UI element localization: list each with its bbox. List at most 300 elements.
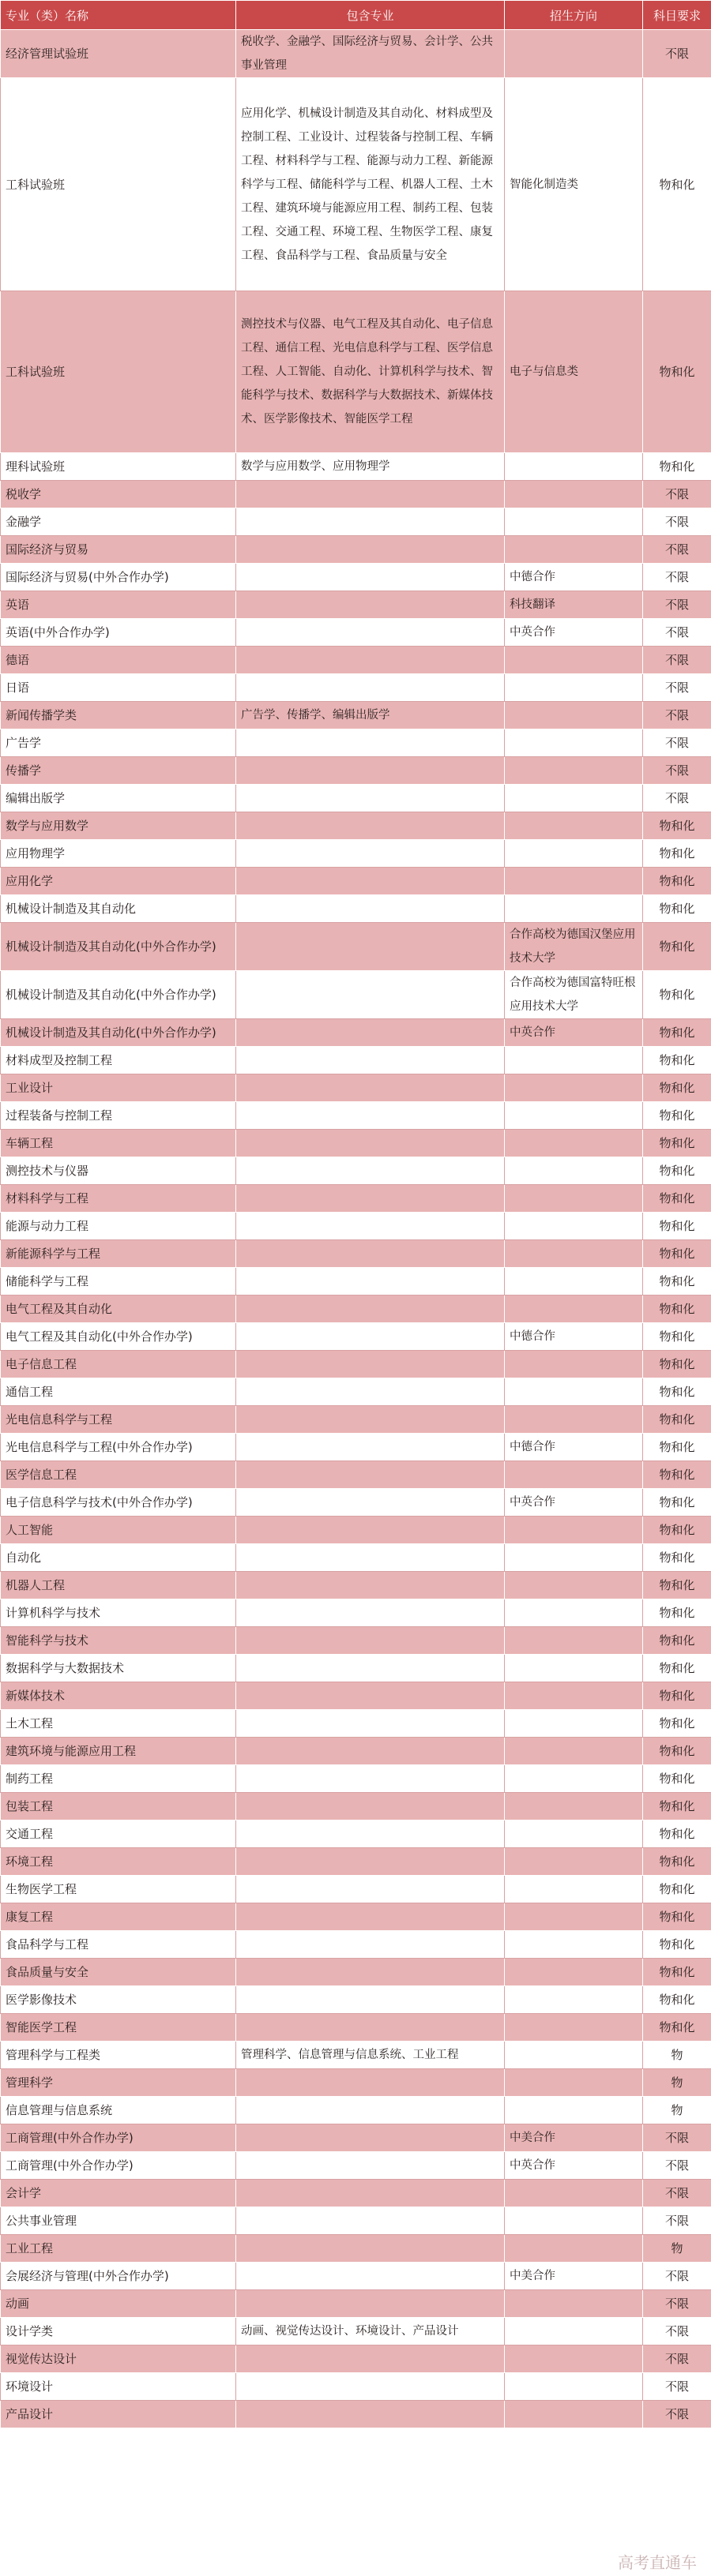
- included-cell: [236, 591, 505, 619]
- included-cell: 动画、视觉传达设计、环境设计、产品设计: [236, 2318, 505, 2345]
- included-cell: [236, 1876, 505, 1903]
- requirement-cell: 不限: [643, 2345, 711, 2373]
- included-cell: 管理科学、信息管理与信息系统、工业工程: [236, 2042, 505, 2069]
- requirement-cell: 物和化: [643, 1240, 711, 1268]
- table-row: [1, 1240, 711, 1268]
- table-row: [1, 1572, 711, 1599]
- major-cell: 食品科学与工程: [1, 1931, 236, 1959]
- major-cell: 生物医学工程: [1, 1876, 236, 1903]
- table-row: [1, 2235, 711, 2263]
- major-cell: 工商管理(中外合作办学): [1, 2124, 236, 2152]
- included-cell: [236, 1710, 505, 1738]
- major-cell: 材料成型及控制工程: [1, 1047, 236, 1074]
- major-cell: 电气工程及其自动化(中外合作办学): [1, 1323, 236, 1351]
- major-cell: 数据科学与大数据技术: [1, 1655, 236, 1682]
- table-row: [1, 1765, 711, 1793]
- requirement-cell: 物和化: [643, 1627, 711, 1655]
- table-row: [1, 1489, 711, 1517]
- table-row: [1, 895, 711, 923]
- major-cell: 金融学: [1, 508, 236, 536]
- direction-cell: [505, 2290, 643, 2318]
- requirement-cell: 不限: [643, 785, 711, 812]
- requirement-cell: 物和化: [643, 78, 711, 291]
- direction-cell: [505, 1268, 643, 1295]
- major-cell: 新媒体技术: [1, 1682, 236, 1710]
- requirement-cell: 物: [643, 2235, 711, 2263]
- major-cell: 数学与应用数学: [1, 812, 236, 840]
- requirement-cell: 物和化: [643, 1351, 711, 1378]
- major-cell: 环境工程: [1, 1848, 236, 1876]
- included-cell: 税收学、金融学、国际经济与贸易、会计学、公共事业管理: [236, 30, 505, 78]
- major-cell: 机械设计制造及其自动化(中外合作办学): [1, 923, 236, 971]
- direction-cell: [505, 2373, 643, 2401]
- requirement-cell: 物和化: [643, 1323, 711, 1351]
- included-cell: [236, 1931, 505, 1959]
- included-cell: [236, 812, 505, 840]
- included-cell: [236, 868, 505, 895]
- direction-cell: 中美合作: [505, 2124, 643, 2152]
- table-row: [1, 453, 711, 481]
- direction-cell: [505, 1240, 643, 1268]
- direction-cell: [505, 2318, 643, 2345]
- table-row: [1, 1544, 711, 1572]
- included-cell: [236, 2345, 505, 2373]
- direction-cell: [505, 868, 643, 895]
- direction-cell: [505, 1876, 643, 1903]
- direction-cell: [505, 508, 643, 536]
- major-cell: 产品设计: [1, 2401, 236, 2428]
- major-cell: 医学信息工程: [1, 1461, 236, 1489]
- requirement-cell: 物和化: [643, 1738, 711, 1765]
- requirement-cell: 物: [643, 2097, 711, 2124]
- table-row: [1, 2042, 711, 2069]
- major-cell: 应用物理学: [1, 840, 236, 868]
- requirement-cell: 物和化: [643, 1655, 711, 1682]
- included-cell: [236, 2290, 505, 2318]
- table-row: [1, 2318, 711, 2345]
- major-cell: 自动化: [1, 1544, 236, 1572]
- table-row: [1, 1986, 711, 2014]
- major-cell: 英语: [1, 591, 236, 619]
- included-cell: 数学与应用数学、应用物理学: [236, 453, 505, 481]
- requirement-cell: 不限: [643, 2124, 711, 2152]
- requirement-cell: 不限: [643, 591, 711, 619]
- requirement-cell: 物和化: [643, 840, 711, 868]
- table-row: [1, 1130, 711, 1157]
- table-row: [1, 1848, 711, 1876]
- direction-cell: 智能化制造类: [505, 78, 643, 291]
- major-cell: 工商管理(中外合作办学): [1, 2152, 236, 2180]
- direction-cell: [505, 1627, 643, 1655]
- major-cell: 智能科学与技术: [1, 1627, 236, 1655]
- requirement-cell: 物和化: [643, 1820, 711, 1848]
- direction-cell: [505, 1710, 643, 1738]
- direction-cell: 科技翻译: [505, 591, 643, 619]
- requirement-cell: 物和化: [643, 1682, 711, 1710]
- direction-cell: [505, 840, 643, 868]
- table-row: [1, 1876, 711, 1903]
- included-cell: 测控技术与仪器、电气工程及其自动化、电子信息工程、通信工程、光电信息科学与工程、医学信息工程、人工智能、自动化、计算机科学与技术、智能科学与技术、数据科学与大数据技术、新媒体技术、医学影像技术、智能医学工程: [236, 291, 505, 453]
- major-cell: 机器人工程: [1, 1572, 236, 1599]
- table-row: [1, 78, 711, 291]
- major-cell: 经济管理试验班: [1, 30, 236, 78]
- included-cell: [236, 647, 505, 674]
- requirement-cell: 物和化: [643, 1517, 711, 1544]
- direction-cell: [505, 2401, 643, 2428]
- table-row: [1, 1268, 711, 1295]
- direction-cell: [505, 2069, 643, 2097]
- direction-cell: 合作高校为德国富特旺根应用技术大学: [505, 971, 643, 1019]
- included-cell: 应用化学、机械设计制造及其自动化、材料成型及控制工程、工业设计、过程装备与控制工程、车辆工程、材料科学与工程、能源与动力工程、新能源科学与工程、储能科学与工程、机器人工程、土木工程、建筑环境与能源应用工程、制药工程、包装工程、交通工程、环境工程、生物医学工程、康复工程、食品科学与工程、食品质量与安全: [236, 78, 505, 291]
- requirement-cell: 物和化: [643, 1461, 711, 1489]
- direction-cell: [505, 1406, 643, 1434]
- requirement-cell: 物和化: [643, 1434, 711, 1461]
- direction-cell: 中英合作: [505, 2152, 643, 2180]
- table-row: [1, 1378, 711, 1406]
- table-row: [1, 1517, 711, 1544]
- included-cell: [236, 729, 505, 757]
- table-row: [1, 2207, 711, 2235]
- included-cell: [236, 2152, 505, 2180]
- direction-cell: [505, 785, 643, 812]
- requirement-cell: 物和化: [643, 1047, 711, 1074]
- requirement-cell: 不限: [643, 508, 711, 536]
- major-cell: 过程装备与控制工程: [1, 1102, 236, 1130]
- included-cell: [236, 2069, 505, 2097]
- requirement-cell: 物: [643, 2069, 711, 2097]
- requirement-cell: 不限: [643, 564, 711, 591]
- table-row: [1, 757, 711, 785]
- requirement-cell: 物和化: [643, 1102, 711, 1130]
- included-cell: [236, 1599, 505, 1627]
- included-cell: [236, 2263, 505, 2290]
- major-cell: 制药工程: [1, 1765, 236, 1793]
- requirement-cell: 物和化: [643, 971, 711, 1019]
- table-row: [1, 971, 711, 1019]
- requirement-cell: 物和化: [643, 1793, 711, 1820]
- direction-cell: [505, 1157, 643, 1185]
- table-row: [1, 536, 711, 564]
- direction-cell: [505, 1378, 643, 1406]
- major-cell: 编辑出版学: [1, 785, 236, 812]
- direction-cell: [505, 1931, 643, 1959]
- table-row: [1, 2290, 711, 2318]
- direction-cell: [505, 1517, 643, 1544]
- major-cell: 储能科学与工程: [1, 1268, 236, 1295]
- major-cell: 会展经济与管理(中外合作办学): [1, 2263, 236, 2290]
- table-row: [1, 1627, 711, 1655]
- header-major: 专业（类）名称: [1, 1, 236, 30]
- direction-cell: 电子与信息类: [505, 291, 643, 453]
- table-row: [1, 1959, 711, 1986]
- included-cell: [236, 1489, 505, 1517]
- requirement-cell: 不限: [643, 2373, 711, 2401]
- direction-cell: [505, 2014, 643, 2042]
- included-cell: [236, 1765, 505, 1793]
- included-cell: [236, 1848, 505, 1876]
- requirement-cell: 不限: [643, 30, 711, 78]
- direction-cell: [505, 2345, 643, 2373]
- major-cell: 管理科学: [1, 2069, 236, 2097]
- table-row: [1, 868, 711, 895]
- table-row: [1, 2401, 711, 2428]
- direction-cell: [505, 1820, 643, 1848]
- table-row: [1, 1599, 711, 1627]
- direction-cell: [505, 1572, 643, 1599]
- table-row: [1, 1213, 711, 1240]
- direction-cell: [505, 1599, 643, 1627]
- included-cell: [236, 2097, 505, 2124]
- included-cell: [236, 1517, 505, 1544]
- major-cell: 公共事业管理: [1, 2207, 236, 2235]
- major-cell: 机械设计制造及其自动化: [1, 895, 236, 923]
- direction-cell: [505, 1986, 643, 2014]
- table-row: [1, 2345, 711, 2373]
- major-cell: 应用化学: [1, 868, 236, 895]
- requirement-cell: 物和化: [643, 1295, 711, 1323]
- direction-cell: 中德合作: [505, 1434, 643, 1461]
- header-row: [1, 1, 711, 30]
- included-cell: [236, 1323, 505, 1351]
- table-row: [1, 1682, 711, 1710]
- included-cell: [236, 508, 505, 536]
- requirement-cell: 物和化: [643, 1931, 711, 1959]
- requirement-cell: 物和化: [643, 2014, 711, 2042]
- table-row: [1, 2069, 711, 2097]
- included-cell: [236, 1047, 505, 1074]
- direction-cell: [505, 729, 643, 757]
- requirement-cell: 物和化: [643, 1185, 711, 1213]
- direction-cell: [505, 895, 643, 923]
- header-requirement: 科目要求: [643, 1, 711, 30]
- table-row: [1, 729, 711, 757]
- requirement-cell: 物和化: [643, 1710, 711, 1738]
- direction-cell: [505, 1461, 643, 1489]
- major-cell: 电子信息工程: [1, 1351, 236, 1378]
- major-cell: 传播学: [1, 757, 236, 785]
- included-cell: [236, 536, 505, 564]
- direction-cell: [505, 757, 643, 785]
- included-cell: [236, 2401, 505, 2428]
- requirement-cell: 不限: [643, 729, 711, 757]
- table-row: [1, 1185, 711, 1213]
- table-row: [1, 1074, 711, 1102]
- requirement-cell: 物和化: [643, 1157, 711, 1185]
- major-cell: 人工智能: [1, 1517, 236, 1544]
- watermark: 高考直通车: [618, 2553, 697, 2572]
- table-row: [1, 1793, 711, 1820]
- major-cell: 康复工程: [1, 1903, 236, 1931]
- included-cell: [236, 1102, 505, 1130]
- header-included: 包含专业: [236, 1, 505, 30]
- included-cell: [236, 1378, 505, 1406]
- requirement-cell: 物和化: [643, 1544, 711, 1572]
- requirement-cell: 物和化: [643, 1986, 711, 2014]
- requirement-cell: 物和化: [643, 895, 711, 923]
- included-cell: [236, 1461, 505, 1489]
- major-cell: 电气工程及其自动化: [1, 1295, 236, 1323]
- direction-cell: 合作高校为德国汉堡应用技术大学: [505, 923, 643, 971]
- table-row: [1, 1102, 711, 1130]
- requirement-cell: 物和化: [643, 1213, 711, 1240]
- major-cell: 计算机科学与技术: [1, 1599, 236, 1627]
- included-cell: [236, 1793, 505, 1820]
- requirement-cell: 物和化: [643, 1268, 711, 1295]
- direction-cell: [505, 2180, 643, 2207]
- included-cell: [236, 1295, 505, 1323]
- direction-cell: [505, 1213, 643, 1240]
- direction-cell: [505, 1185, 643, 1213]
- requirement-cell: 不限: [643, 674, 711, 702]
- requirement-cell: 物和化: [643, 1406, 711, 1434]
- included-cell: [236, 785, 505, 812]
- direction-cell: [505, 1765, 643, 1793]
- table-row: [1, 1406, 711, 1434]
- included-cell: [236, 1572, 505, 1599]
- direction-cell: [505, 30, 643, 78]
- requirement-cell: 物: [643, 2042, 711, 2069]
- major-cell: 交通工程: [1, 1820, 236, 1848]
- table-row: [1, 2152, 711, 2180]
- direction-cell: 中英合作: [505, 1489, 643, 1517]
- table-row: [1, 1931, 711, 1959]
- included-cell: [236, 1903, 505, 1931]
- included-cell: [236, 1268, 505, 1295]
- table-row: [1, 1047, 711, 1074]
- requirement-cell: 不限: [643, 2207, 711, 2235]
- table-row: [1, 1738, 711, 1765]
- requirement-cell: 物和化: [643, 1074, 711, 1102]
- requirement-cell: 物和化: [643, 1959, 711, 1986]
- included-cell: [236, 971, 505, 1019]
- major-cell: 智能医学工程: [1, 2014, 236, 2042]
- table-row: [1, 674, 711, 702]
- requirement-cell: 不限: [643, 2263, 711, 2290]
- major-cell: 税收学: [1, 481, 236, 508]
- table-row: [1, 1351, 711, 1378]
- major-cell: 动画: [1, 2290, 236, 2318]
- major-cell: 工业工程: [1, 2235, 236, 2263]
- table-row: [1, 702, 711, 729]
- included-cell: [236, 481, 505, 508]
- table-body: [1, 30, 711, 2428]
- direction-cell: [505, 1074, 643, 1102]
- included-cell: [236, 1406, 505, 1434]
- direction-cell: 中英合作: [505, 1019, 643, 1047]
- included-cell: [236, 1351, 505, 1378]
- direction-cell: [505, 1351, 643, 1378]
- major-cell: 新闻传播学类: [1, 702, 236, 729]
- major-cell: 工科试验班: [1, 78, 236, 291]
- included-cell: [236, 619, 505, 647]
- direction-cell: 中美合作: [505, 2263, 643, 2290]
- major-cell: 食品质量与安全: [1, 1959, 236, 1986]
- table-row: [1, 2180, 711, 2207]
- header-direction: 招生方向: [505, 1, 643, 30]
- included-cell: [236, 1738, 505, 1765]
- table-row: [1, 1710, 711, 1738]
- included-cell: [236, 1213, 505, 1240]
- included-cell: [236, 1130, 505, 1157]
- direction-cell: [505, 481, 643, 508]
- major-cell: 广告学: [1, 729, 236, 757]
- table-row: [1, 619, 711, 647]
- direction-cell: [505, 1655, 643, 1682]
- table-row: [1, 1434, 711, 1461]
- included-cell: [236, 1627, 505, 1655]
- included-cell: [236, 840, 505, 868]
- requirement-cell: 不限: [643, 2318, 711, 2345]
- major-cell: 环境设计: [1, 2373, 236, 2401]
- table-row: [1, 591, 711, 619]
- major-cell: 国际经济与贸易(中外合作办学): [1, 564, 236, 591]
- included-cell: [236, 1820, 505, 1848]
- table-row: [1, 1019, 711, 1047]
- requirement-cell: 不限: [643, 647, 711, 674]
- major-cell: 信息管理与信息系统: [1, 2097, 236, 2124]
- direction-cell: 中德合作: [505, 564, 643, 591]
- table-row: [1, 481, 711, 508]
- included-cell: [236, 2235, 505, 2263]
- table-row: [1, 923, 711, 971]
- direction-cell: [505, 1793, 643, 1820]
- requirement-cell: 物和化: [643, 1848, 711, 1876]
- major-cell: 英语(中外合作办学): [1, 619, 236, 647]
- included-cell: [236, 1157, 505, 1185]
- major-cell: 工科试验班: [1, 291, 236, 453]
- included-cell: [236, 2180, 505, 2207]
- table-row: [1, 785, 711, 812]
- included-cell: [236, 1185, 505, 1213]
- major-cell: 材料科学与工程: [1, 1185, 236, 1213]
- table-row: [1, 2124, 711, 2152]
- table-row: [1, 1820, 711, 1848]
- included-cell: [236, 2207, 505, 2235]
- included-cell: [236, 1986, 505, 2014]
- major-cell: 机械设计制造及其自动化(中外合作办学): [1, 1019, 236, 1047]
- requirement-cell: 不限: [643, 2180, 711, 2207]
- major-cell: 工业设计: [1, 1074, 236, 1102]
- included-cell: [236, 895, 505, 923]
- direction-cell: [505, 1682, 643, 1710]
- requirement-cell: 不限: [643, 757, 711, 785]
- table-row: [1, 647, 711, 674]
- included-cell: [236, 2373, 505, 2401]
- requirement-cell: 不限: [643, 2401, 711, 2428]
- table-row: [1, 1903, 711, 1931]
- major-cell: 国际经济与贸易: [1, 536, 236, 564]
- major-cell: 机械设计制造及其自动化(中外合作办学): [1, 971, 236, 1019]
- requirement-cell: 物和化: [643, 868, 711, 895]
- major-cell: 德语: [1, 647, 236, 674]
- table-row: [1, 2014, 711, 2042]
- major-cell: 医学影像技术: [1, 1986, 236, 2014]
- table-row: [1, 2373, 711, 2401]
- table-row: [1, 2097, 711, 2124]
- major-cell: 电子信息科学与技术(中外合作办学): [1, 1489, 236, 1517]
- requirement-cell: 不限: [643, 2152, 711, 2180]
- major-cell: 光电信息科学与工程: [1, 1406, 236, 1434]
- direction-cell: [505, 702, 643, 729]
- major-cell: 车辆工程: [1, 1130, 236, 1157]
- requirement-cell: 物和化: [643, 1130, 711, 1157]
- included-cell: [236, 757, 505, 785]
- major-cell: 会计学: [1, 2180, 236, 2207]
- major-cell: 通信工程: [1, 1378, 236, 1406]
- major-cell: 光电信息科学与工程(中外合作办学): [1, 1434, 236, 1461]
- requirement-cell: 物和化: [643, 1599, 711, 1627]
- included-cell: [236, 1240, 505, 1268]
